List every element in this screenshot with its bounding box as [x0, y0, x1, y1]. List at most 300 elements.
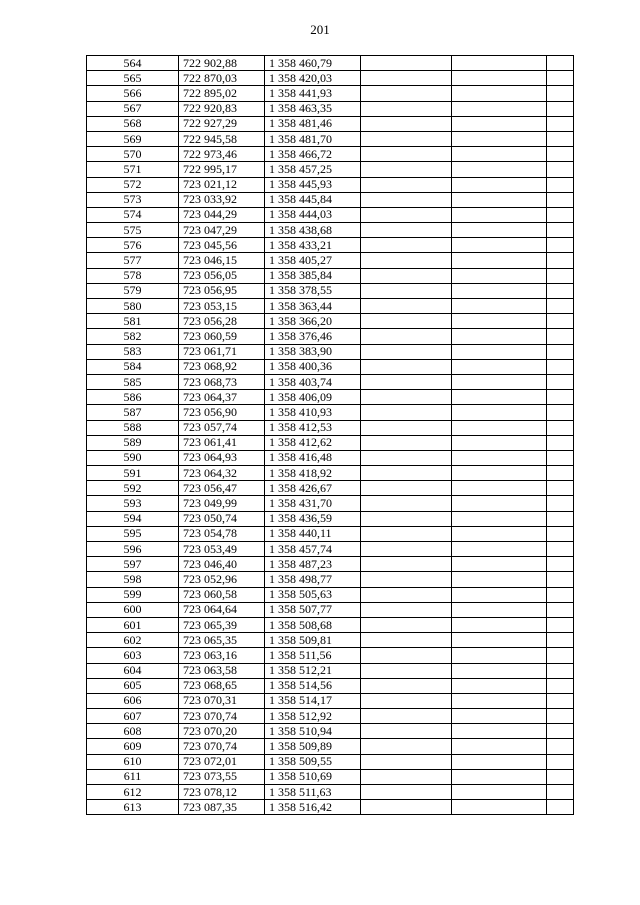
x-coordinate-cell: 723 068,65: [179, 678, 265, 693]
empty-cell: [452, 420, 547, 435]
empty-cell: [361, 405, 452, 420]
point-number-cell: 583: [87, 344, 179, 359]
x-coordinate-cell: 723 061,71: [179, 344, 265, 359]
point-number-cell: 600: [87, 602, 179, 617]
table-row: [87, 116, 574, 131]
y-coordinate-cell: 1 358 378,55: [265, 283, 361, 298]
empty-cell: [452, 344, 547, 359]
point-number-cell: 565: [87, 71, 179, 86]
empty-cell: [547, 739, 574, 754]
table-row: [87, 344, 574, 359]
empty-cell: [547, 390, 574, 405]
empty-cell: [361, 785, 452, 800]
point-number-cell: 581: [87, 314, 179, 329]
point-number-cell: 577: [87, 253, 179, 268]
table-row: [87, 450, 574, 465]
y-coordinate-cell: 1 358 376,46: [265, 329, 361, 344]
table-row: [87, 223, 574, 238]
x-coordinate-cell: 723 061,41: [179, 435, 265, 450]
point-number-cell: 603: [87, 648, 179, 663]
table-row: [87, 56, 574, 71]
empty-cell: [361, 359, 452, 374]
page-number: 201: [310, 22, 330, 37]
x-coordinate-cell: 723 064,64: [179, 602, 265, 617]
y-coordinate-cell: 1 358 436,59: [265, 511, 361, 526]
table-row: [87, 754, 574, 769]
empty-cell: [547, 435, 574, 450]
empty-cell: [452, 162, 547, 177]
table-row: [87, 390, 574, 405]
empty-cell: [452, 116, 547, 131]
empty-cell: [361, 435, 452, 450]
point-number-cell: 596: [87, 542, 179, 557]
empty-cell: [547, 648, 574, 663]
point-number-cell: 572: [87, 177, 179, 192]
table-row: [87, 359, 574, 374]
empty-cell: [547, 253, 574, 268]
empty-cell: [452, 283, 547, 298]
empty-cell: [547, 450, 574, 465]
x-coordinate-cell: 723 063,58: [179, 663, 265, 678]
empty-cell: [547, 800, 574, 815]
empty-cell: [452, 131, 547, 146]
empty-cell: [361, 602, 452, 617]
table-row: [87, 71, 574, 86]
x-coordinate-cell: 723 087,35: [179, 800, 265, 815]
empty-cell: [361, 390, 452, 405]
table-row: [87, 663, 574, 678]
empty-cell: [361, 374, 452, 389]
empty-cell: [361, 800, 452, 815]
x-coordinate-cell: 723 045,56: [179, 238, 265, 253]
y-coordinate-cell: 1 358 438,68: [265, 223, 361, 238]
y-coordinate-cell: 1 358 481,70: [265, 131, 361, 146]
empty-cell: [361, 192, 452, 207]
y-coordinate-cell: 1 358 416,48: [265, 450, 361, 465]
empty-cell: [547, 678, 574, 693]
empty-cell: [547, 709, 574, 724]
table-row: [87, 131, 574, 146]
y-coordinate-cell: 1 358 444,03: [265, 207, 361, 222]
empty-cell: [452, 557, 547, 572]
point-number-cell: 598: [87, 572, 179, 587]
point-number-cell: 612: [87, 785, 179, 800]
empty-cell: [452, 405, 547, 420]
empty-cell: [361, 663, 452, 678]
table-row: [87, 542, 574, 557]
point-number-cell: 587: [87, 405, 179, 420]
y-coordinate-cell: 1 358 441,93: [265, 86, 361, 101]
empty-cell: [452, 177, 547, 192]
empty-cell: [361, 268, 452, 283]
empty-cell: [452, 450, 547, 465]
point-number-cell: 570: [87, 147, 179, 162]
y-coordinate-cell: 1 358 508,68: [265, 617, 361, 632]
empty-cell: [361, 587, 452, 602]
y-coordinate-cell: 1 358 498,77: [265, 572, 361, 587]
empty-cell: [452, 56, 547, 71]
x-coordinate-cell: 723 063,16: [179, 648, 265, 663]
empty-cell: [547, 131, 574, 146]
point-number-cell: 611: [87, 769, 179, 784]
empty-cell: [452, 693, 547, 708]
empty-cell: [452, 678, 547, 693]
point-number-cell: 601: [87, 617, 179, 632]
table-row: [87, 207, 574, 222]
x-coordinate-cell: 722 927,29: [179, 116, 265, 131]
empty-cell: [452, 314, 547, 329]
table-row: [87, 86, 574, 101]
empty-cell: [361, 648, 452, 663]
x-coordinate-cell: 723 046,40: [179, 557, 265, 572]
empty-cell: [361, 542, 452, 557]
table-row: [87, 526, 574, 541]
table-row: [87, 101, 574, 116]
empty-cell: [547, 481, 574, 496]
coordinates-table-body: [87, 56, 574, 815]
empty-cell: [452, 435, 547, 450]
empty-cell: [547, 71, 574, 86]
point-number-cell: 602: [87, 633, 179, 648]
empty-cell: [452, 374, 547, 389]
empty-cell: [361, 572, 452, 587]
empty-cell: [361, 101, 452, 116]
empty-cell: [452, 390, 547, 405]
y-coordinate-cell: 1 358 426,67: [265, 481, 361, 496]
empty-cell: [361, 693, 452, 708]
y-coordinate-cell: 1 358 460,79: [265, 56, 361, 71]
empty-cell: [452, 633, 547, 648]
x-coordinate-cell: 723 070,74: [179, 709, 265, 724]
empty-cell: [452, 785, 547, 800]
y-coordinate-cell: 1 358 466,72: [265, 147, 361, 162]
empty-cell: [361, 207, 452, 222]
x-coordinate-cell: 723 070,74: [179, 739, 265, 754]
empty-cell: [361, 223, 452, 238]
y-coordinate-cell: 1 358 457,25: [265, 162, 361, 177]
y-coordinate-cell: 1 358 410,93: [265, 405, 361, 420]
empty-cell: [361, 617, 452, 632]
empty-cell: [547, 314, 574, 329]
table-row: [87, 253, 574, 268]
x-coordinate-cell: 723 070,20: [179, 724, 265, 739]
y-coordinate-cell: 1 358 516,42: [265, 800, 361, 815]
point-number-cell: 564: [87, 56, 179, 71]
y-coordinate-cell: 1 358 412,53: [265, 420, 361, 435]
x-coordinate-cell: 723 060,58: [179, 587, 265, 602]
empty-cell: [547, 116, 574, 131]
table-row: [87, 587, 574, 602]
table-row: [87, 192, 574, 207]
x-coordinate-cell: 723 073,55: [179, 769, 265, 784]
point-number-cell: 591: [87, 466, 179, 481]
empty-cell: [361, 131, 452, 146]
table-row: [87, 147, 574, 162]
point-number-cell: 597: [87, 557, 179, 572]
empty-cell: [452, 268, 547, 283]
empty-cell: [452, 466, 547, 481]
empty-cell: [452, 542, 547, 557]
x-coordinate-cell: 723 064,32: [179, 466, 265, 481]
empty-cell: [547, 56, 574, 71]
empty-cell: [361, 557, 452, 572]
x-coordinate-cell: 723 050,74: [179, 511, 265, 526]
table-row: [87, 268, 574, 283]
y-coordinate-cell: 1 358 509,81: [265, 633, 361, 648]
y-coordinate-cell: 1 358 420,03: [265, 71, 361, 86]
empty-cell: [361, 754, 452, 769]
x-coordinate-cell: 723 060,59: [179, 329, 265, 344]
x-coordinate-cell: 723 047,29: [179, 223, 265, 238]
y-coordinate-cell: 1 358 405,27: [265, 253, 361, 268]
empty-cell: [361, 724, 452, 739]
point-number-cell: 571: [87, 162, 179, 177]
x-coordinate-cell: 723 053,49: [179, 542, 265, 557]
point-number-cell: 607: [87, 709, 179, 724]
point-number-cell: 584: [87, 359, 179, 374]
x-coordinate-cell: 723 056,28: [179, 314, 265, 329]
empty-cell: [547, 526, 574, 541]
empty-cell: [452, 769, 547, 784]
empty-cell: [547, 420, 574, 435]
empty-cell: [547, 344, 574, 359]
empty-cell: [361, 481, 452, 496]
empty-cell: [361, 329, 452, 344]
empty-cell: [452, 101, 547, 116]
empty-cell: [547, 268, 574, 283]
empty-cell: [361, 314, 452, 329]
empty-cell: [547, 177, 574, 192]
empty-cell: [452, 511, 547, 526]
point-number-cell: 568: [87, 116, 179, 131]
point-number-cell: 582: [87, 329, 179, 344]
point-number-cell: 608: [87, 724, 179, 739]
table-row: [87, 557, 574, 572]
y-coordinate-cell: 1 358 463,35: [265, 101, 361, 116]
empty-cell: [547, 329, 574, 344]
y-coordinate-cell: 1 358 511,63: [265, 785, 361, 800]
y-coordinate-cell: 1 358 418,92: [265, 466, 361, 481]
x-coordinate-cell: 723 068,92: [179, 359, 265, 374]
x-coordinate-cell: 723 053,15: [179, 299, 265, 314]
table-row: [87, 572, 574, 587]
empty-cell: [547, 602, 574, 617]
table-row: [87, 496, 574, 511]
table-row: [87, 739, 574, 754]
empty-cell: [361, 450, 452, 465]
table-row: [87, 511, 574, 526]
y-coordinate-cell: 1 358 514,56: [265, 678, 361, 693]
empty-cell: [361, 177, 452, 192]
empty-cell: [547, 374, 574, 389]
point-number-cell: 599: [87, 587, 179, 602]
table-row: [87, 633, 574, 648]
x-coordinate-cell: 723 057,74: [179, 420, 265, 435]
empty-cell: [547, 359, 574, 374]
empty-cell: [452, 71, 547, 86]
empty-cell: [452, 192, 547, 207]
y-coordinate-cell: 1 358 457,74: [265, 542, 361, 557]
x-coordinate-cell: 722 995,17: [179, 162, 265, 177]
point-number-cell: 578: [87, 268, 179, 283]
empty-cell: [361, 526, 452, 541]
point-number-cell: 574: [87, 207, 179, 222]
empty-cell: [547, 724, 574, 739]
table-row: [87, 602, 574, 617]
empty-cell: [452, 648, 547, 663]
empty-cell: [361, 739, 452, 754]
empty-cell: [452, 572, 547, 587]
x-coordinate-cell: 723 044,29: [179, 207, 265, 222]
y-coordinate-cell: 1 358 509,55: [265, 754, 361, 769]
point-number-cell: 579: [87, 283, 179, 298]
point-number-cell: 613: [87, 800, 179, 815]
point-number-cell: 566: [87, 86, 179, 101]
table-row: [87, 648, 574, 663]
empty-cell: [452, 496, 547, 511]
point-number-cell: 593: [87, 496, 179, 511]
empty-cell: [452, 602, 547, 617]
empty-cell: [452, 86, 547, 101]
empty-cell: [361, 678, 452, 693]
x-coordinate-cell: 723 056,95: [179, 283, 265, 298]
y-coordinate-cell: 1 358 510,94: [265, 724, 361, 739]
empty-cell: [547, 663, 574, 678]
point-number-cell: 606: [87, 693, 179, 708]
table-row: [87, 314, 574, 329]
x-coordinate-cell: 722 902,88: [179, 56, 265, 71]
empty-cell: [452, 739, 547, 754]
y-coordinate-cell: 1 358 406,09: [265, 390, 361, 405]
empty-cell: [452, 299, 547, 314]
empty-cell: [547, 496, 574, 511]
empty-cell: [452, 617, 547, 632]
empty-cell: [547, 754, 574, 769]
x-coordinate-cell: 722 920,83: [179, 101, 265, 116]
table-row: [87, 435, 574, 450]
table-row: [87, 709, 574, 724]
table-row: [87, 374, 574, 389]
y-coordinate-cell: 1 358 511,56: [265, 648, 361, 663]
x-coordinate-cell: 723 070,31: [179, 693, 265, 708]
empty-cell: [547, 405, 574, 420]
x-coordinate-cell: 723 068,73: [179, 374, 265, 389]
point-number-cell: 580: [87, 299, 179, 314]
empty-cell: [547, 572, 574, 587]
empty-cell: [547, 207, 574, 222]
empty-cell: [361, 56, 452, 71]
table-row: [87, 800, 574, 815]
y-coordinate-cell: 1 358 385,84: [265, 268, 361, 283]
x-coordinate-cell: 723 064,93: [179, 450, 265, 465]
y-coordinate-cell: 1 358 412,62: [265, 435, 361, 450]
coordinates-table: [86, 55, 574, 815]
empty-cell: [452, 724, 547, 739]
table-row: [87, 693, 574, 708]
x-coordinate-cell: 723 021,12: [179, 177, 265, 192]
table-row: [87, 299, 574, 314]
empty-cell: [547, 192, 574, 207]
x-coordinate-cell: 723 046,15: [179, 253, 265, 268]
empty-cell: [547, 147, 574, 162]
table-row: [87, 678, 574, 693]
empty-cell: [452, 253, 547, 268]
point-number-cell: 604: [87, 663, 179, 678]
point-number-cell: 592: [87, 481, 179, 496]
empty-cell: [547, 283, 574, 298]
table-row: [87, 177, 574, 192]
table-row: [87, 769, 574, 784]
empty-cell: [547, 299, 574, 314]
empty-cell: [547, 86, 574, 101]
x-coordinate-cell: 723 049,99: [179, 496, 265, 511]
table-row: [87, 420, 574, 435]
empty-cell: [452, 800, 547, 815]
y-coordinate-cell: 1 358 433,21: [265, 238, 361, 253]
x-coordinate-cell: 723 054,78: [179, 526, 265, 541]
x-coordinate-cell: 723 064,37: [179, 390, 265, 405]
empty-cell: [452, 147, 547, 162]
empty-cell: [361, 116, 452, 131]
y-coordinate-cell: 1 358 445,84: [265, 192, 361, 207]
table-row: [87, 405, 574, 420]
table-row: [87, 283, 574, 298]
empty-cell: [361, 709, 452, 724]
empty-cell: [547, 557, 574, 572]
x-coordinate-cell: 723 072,01: [179, 754, 265, 769]
empty-cell: [452, 663, 547, 678]
empty-cell: [547, 769, 574, 784]
point-number-cell: 586: [87, 390, 179, 405]
empty-cell: [452, 481, 547, 496]
empty-cell: [452, 709, 547, 724]
empty-cell: [452, 238, 547, 253]
y-coordinate-cell: 1 358 481,46: [265, 116, 361, 131]
y-coordinate-cell: 1 358 510,69: [265, 769, 361, 784]
x-coordinate-cell: 722 895,02: [179, 86, 265, 101]
empty-cell: [361, 633, 452, 648]
empty-cell: [361, 253, 452, 268]
x-coordinate-cell: 723 065,39: [179, 617, 265, 632]
empty-cell: [361, 283, 452, 298]
x-coordinate-cell: 723 052,96: [179, 572, 265, 587]
empty-cell: [547, 101, 574, 116]
point-number-cell: 590: [87, 450, 179, 465]
point-number-cell: 610: [87, 754, 179, 769]
empty-cell: [547, 617, 574, 632]
empty-cell: [547, 693, 574, 708]
point-number-cell: 585: [87, 374, 179, 389]
y-coordinate-cell: 1 358 400,36: [265, 359, 361, 374]
point-number-cell: 588: [87, 420, 179, 435]
empty-cell: [361, 71, 452, 86]
point-number-cell: 575: [87, 223, 179, 238]
empty-cell: [452, 359, 547, 374]
x-coordinate-cell: 723 065,35: [179, 633, 265, 648]
table-row: [87, 617, 574, 632]
x-coordinate-cell: 723 078,12: [179, 785, 265, 800]
empty-cell: [361, 466, 452, 481]
y-coordinate-cell: 1 358 366,20: [265, 314, 361, 329]
table-row: [87, 466, 574, 481]
empty-cell: [361, 511, 452, 526]
empty-cell: [452, 223, 547, 238]
empty-cell: [547, 633, 574, 648]
y-coordinate-cell: 1 358 440,11: [265, 526, 361, 541]
point-number-cell: 594: [87, 511, 179, 526]
point-number-cell: 589: [87, 435, 179, 450]
empty-cell: [452, 526, 547, 541]
